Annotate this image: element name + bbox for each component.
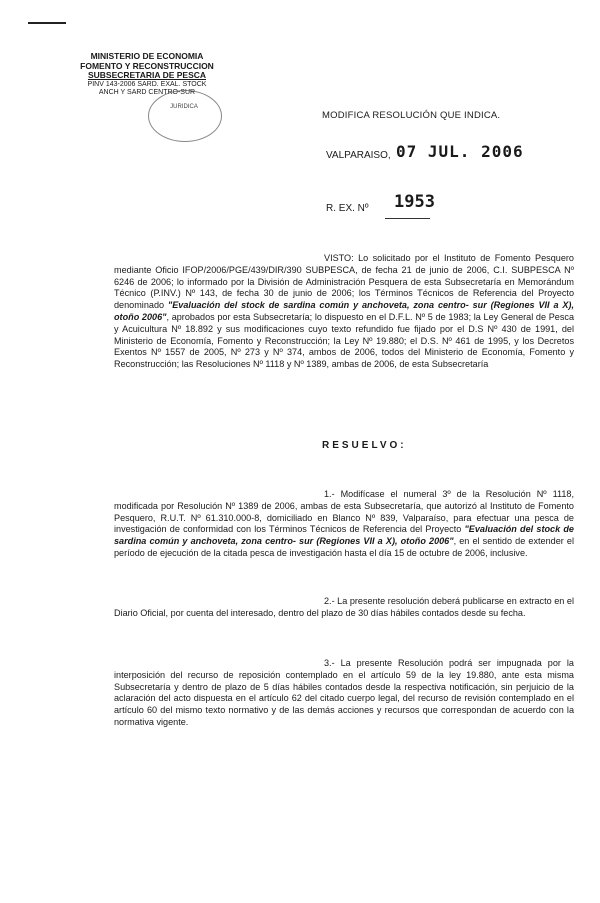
- letterhead-line-code: PINV 143-2006 SARD. EXAL. STOCK: [87, 80, 207, 88]
- point-2-text: 2.- La presente resolución deberá publicarse en extracto en el Diario Oficial, por cuenta del interesado, dentro del plazo de 30 días hábiles contados desde su fecha.: [114, 596, 574, 618]
- rex-underline: [385, 218, 430, 219]
- letterhead-line-ministry: MINISTERIO DE ECONOMIA: [90, 51, 204, 61]
- resolution-point-1: [114, 489, 574, 560]
- visto-project-title: "Evaluación del stock de sardina común y anchoveta, zona centro- sur (Regiones VII a X), otoño 2006": [114, 300, 574, 322]
- city-label: VALPARAISO,: [326, 150, 391, 161]
- resuelvo-heading: RESUELVO:: [322, 440, 407, 451]
- letterhead-line-fomento: FOMENTO Y RECONSTRUCCION: [80, 60, 214, 71]
- resolution-point-3: [114, 658, 574, 729]
- letterhead-line-subsecretaria: SUBSECRETARIA DE PESCA: [87, 70, 207, 80]
- visto-text-2: , aprobados por esta Subsecretaría; lo dispuesto en el D.F.L. Nº 5 de 1983; la Ley General de Pesca y Acuicultura Nº 18.892 y sus modificaciones cuyo texto refundido fue fijado por el D.S Nº 430 de 1991, del Ministerio de Economía, Fomento y Reconstrucción; la Ley Nº 19.880; el D.S. Nº 461 de 1995, y los Decretos Exentos Nº 1557 de 2005, Nº 273 y Nº 374, ambos de 2006, todos del Ministerio de Economía, Fomento y Reconstrucción; las Resoluciones Nº 1118 y Nº 1389, ambas de 2006, de esta Subsecretaría: [114, 311, 574, 370]
- juridica-stamp: [148, 90, 222, 142]
- ministry-letterhead: [52, 52, 242, 97]
- point-1-text-2: , en el sentido de extender el período de ejecución de la citada pesca de investigación hasta el día 15 de octubre de 2006, inclusive.: [114, 536, 574, 558]
- handwritten-dash-mark: [28, 22, 66, 24]
- letterhead-line-zone: ANCH Y SARD CENTRO-SUR: [98, 88, 196, 96]
- point-1-project-title: "Evaluación del stock de sardina común y anchoveta, zona centro- sur (Regiones VII a X), otoño 2006": [114, 524, 574, 547]
- visto-paragraph: [114, 253, 574, 371]
- date-stamp: 07 JUL. 2006: [396, 142, 524, 161]
- visto-text-1: Lo solicitado por el Instituto de Fomento Pesquero mediante Oficio IFOP/2006/PGE/439/DIR/390 SUBPESCA, de fecha 21 de junio de 2006, C.I. SUBPESCA Nº 6246 de 2006; lo informado por la División de Administración Pesquera de esta Subsecretaría en Memorándum Técnico (P.INV.) Nº 143, de fecha 30 de junio de 2006; los Términos Técnicos de Referencia del Proyecto denominado: [114, 253, 574, 311]
- visto-lead: VISTO:: [324, 253, 354, 263]
- point-3-text: 3.- La presente Resolución podrá ser impugnada por la interposición del recurso de reposición contemplado en el artículo 59 de la ley 19.880, ante esta misma Subsecretaría y dentro de plazo de 5 días hábiles contados desde la respectiva notificación, sin perjuicio de la aclaración del acto dispuesta en el artículo 62 del citado cuerpo legal, del recurso de revisión contemplado en el artículo 60 del mismo texto normativo y de las demás acciones y recursos que correspondan de acuerdo con la normativa vigente.: [114, 658, 574, 727]
- point-1-text-1: 1.- Modifícase el numeral 3º de la Resolución Nº 1118, modificada por Resolución Nº 1389 de 2006, ambas de esta Subsecretaría, que autorizó al Instituto de Fomento Pesquero, R.U.T. Nº 61.310.000-8, domiciliado en Blanco Nº 839, Valparaíso, para efectuar una pesca de investigación de conformidad con los Términos Técnicos de Referencia del Proyecto: [114, 489, 574, 535]
- rex-label: R. EX. Nº: [326, 203, 369, 214]
- rex-number: 1953: [394, 192, 435, 212]
- resolution-point-2: [114, 596, 574, 620]
- juridica-stamp-text: JURIDICA: [170, 104, 198, 110]
- resolution-subject: MODIFICA RESOLUCIÓN QUE INDICA.: [322, 110, 501, 121]
